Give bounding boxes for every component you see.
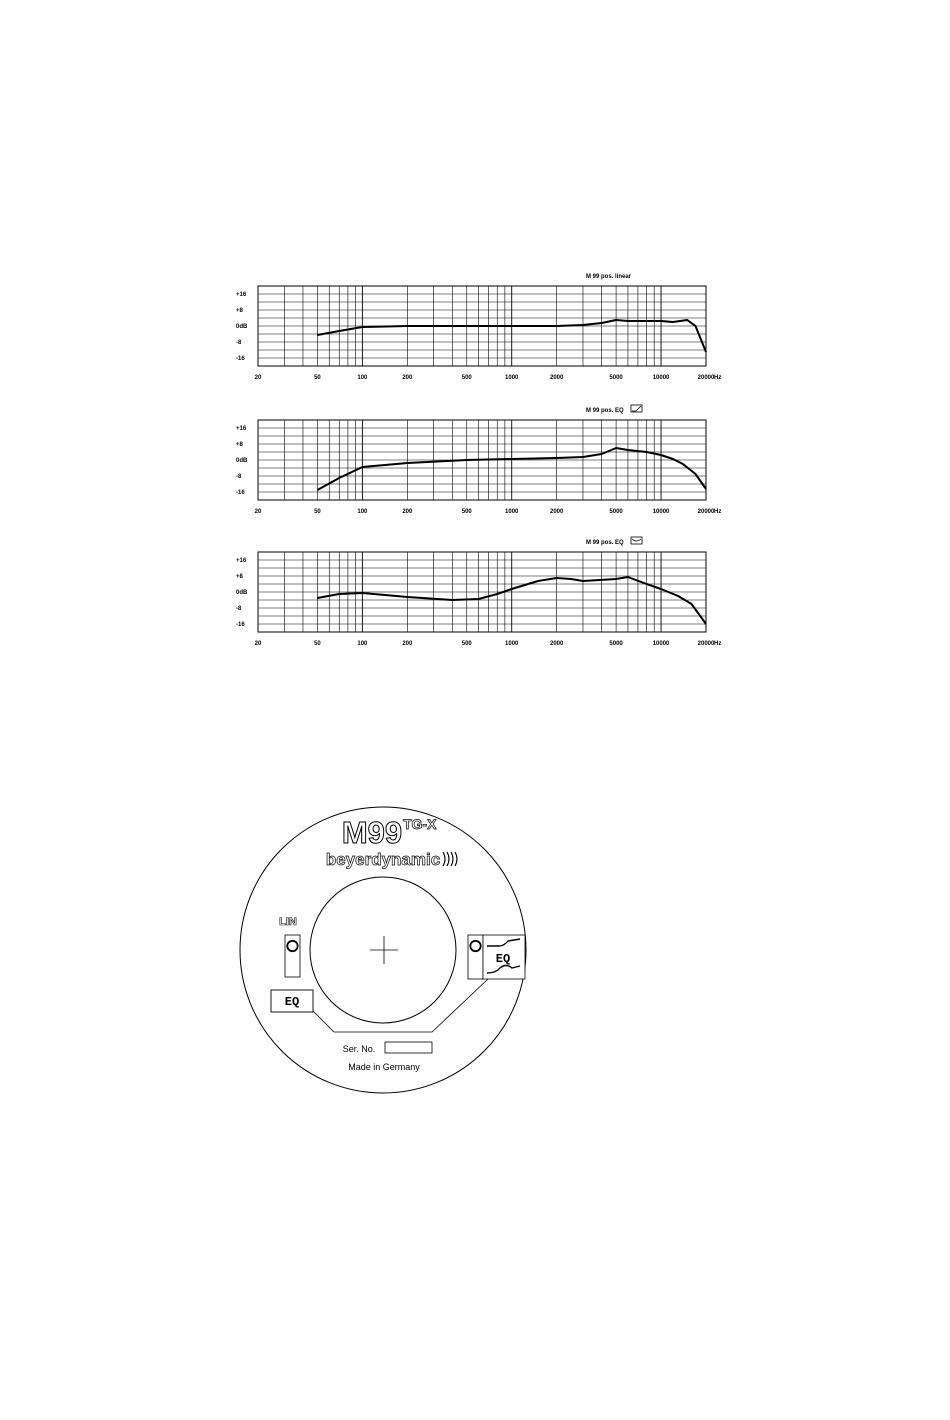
origin-label: Made in Germany — [348, 1062, 420, 1072]
chart-title: M 99 pos. EQ — [586, 408, 624, 414]
model-name: M99 — [341, 815, 403, 850]
x-tick-label: 1000 — [505, 509, 519, 515]
lin-switch-label: LIN — [279, 916, 297, 928]
x-tick-label: 20 — [254, 641, 262, 647]
y-tick-label: +8 — [236, 442, 243, 448]
y-tick-label: +16 — [236, 292, 247, 298]
x-tick-label: 5000 — [609, 641, 623, 647]
x-tick-label: 10000 — [652, 375, 670, 381]
model-suffix: TG-X — [403, 816, 437, 832]
y-tick-label: -16 — [236, 622, 245, 628]
serial-number-field[interactable] — [385, 1042, 432, 1053]
brand-name: beyerdynamic — [325, 850, 441, 869]
eq-switch-label: EQ — [495, 952, 511, 966]
y-tick-label: -8 — [236, 340, 242, 346]
x-tick-label: 500 — [461, 509, 472, 515]
y-tick-label: 0dB — [236, 324, 248, 330]
x-tick-label: 500 — [461, 641, 472, 647]
x-tick-label: 10000 — [652, 641, 670, 647]
mic-rear-panel-diagram — [240, 807, 526, 1093]
y-tick-label: +8 — [236, 308, 243, 314]
chart-title: M 99 pos. EQ — [586, 540, 624, 546]
legend-icon-curve — [632, 406, 641, 411]
x-tick-label: 200 — [402, 641, 413, 647]
x-tick-label: 2000 — [549, 375, 564, 381]
frequency-response-chart-linear — [236, 274, 721, 381]
x-tick-label: 50 — [314, 509, 321, 515]
presence-curve-icon — [631, 537, 642, 544]
x-tick-label: 20 — [254, 509, 262, 515]
y-tick-label: +8 — [236, 574, 243, 580]
x-tick-label: 200 — [402, 509, 413, 515]
x-tick-label: 100 — [357, 641, 368, 647]
serial-label: Ser. No. — [342, 1044, 376, 1054]
lin-switch-slot-icon[interactable] — [285, 935, 300, 977]
x-tick-label: 1000 — [505, 641, 519, 647]
x-tick-label: 2000 — [549, 509, 564, 515]
crosshair-icon — [370, 936, 398, 964]
x-tick-label: 100 — [357, 509, 368, 515]
eq-switch-slot-icon[interactable] — [468, 935, 483, 979]
x-tick-label: 500 — [461, 375, 472, 381]
x-tick-label: 2000 — [549, 641, 564, 647]
x-tick-label: 20000 — [697, 509, 715, 515]
x-tick-label: 20000 — [697, 375, 715, 381]
x-tick-label: 20 — [254, 375, 262, 381]
y-tick-label: +16 — [236, 558, 247, 564]
x-unit-label: Hz — [714, 509, 722, 515]
x-unit-label: Hz — [714, 641, 722, 647]
x-tick-label: 100 — [357, 375, 368, 381]
panel-outline — [313, 979, 488, 1032]
y-tick-label: 0dB — [236, 590, 248, 596]
x-tick-label: 1000 — [505, 375, 519, 381]
y-tick-label: -16 — [236, 490, 245, 496]
beyerdynamic-wave-logo — [443, 852, 457, 866]
y-tick-label: -8 — [236, 606, 242, 612]
x-tick-label: 5000 — [609, 509, 623, 515]
legend-icon-box — [631, 537, 642, 544]
y-tick-label: -8 — [236, 474, 242, 480]
y-tick-label: -16 — [236, 356, 245, 362]
frequency-response-chart-eq-presence — [236, 537, 721, 647]
shelf-curve-icon — [631, 405, 642, 412]
x-tick-label: 10000 — [652, 509, 670, 515]
x-unit-label: Hz — [714, 375, 722, 381]
eq-box-label: EQ — [284, 995, 300, 1009]
y-tick-label: 0dB — [236, 458, 248, 464]
x-tick-label: 50 — [314, 641, 321, 647]
legend-icon-curve — [632, 539, 641, 541]
x-tick-label: 5000 — [609, 375, 623, 381]
x-tick-label: 20000 — [697, 641, 715, 647]
chart-title: M 99 pos. linear — [586, 274, 632, 280]
y-tick-label: +16 — [236, 426, 247, 432]
frequency-response-chart-eq-shelf — [236, 405, 721, 515]
x-tick-label: 50 — [314, 375, 321, 381]
x-tick-label: 200 — [402, 375, 413, 381]
